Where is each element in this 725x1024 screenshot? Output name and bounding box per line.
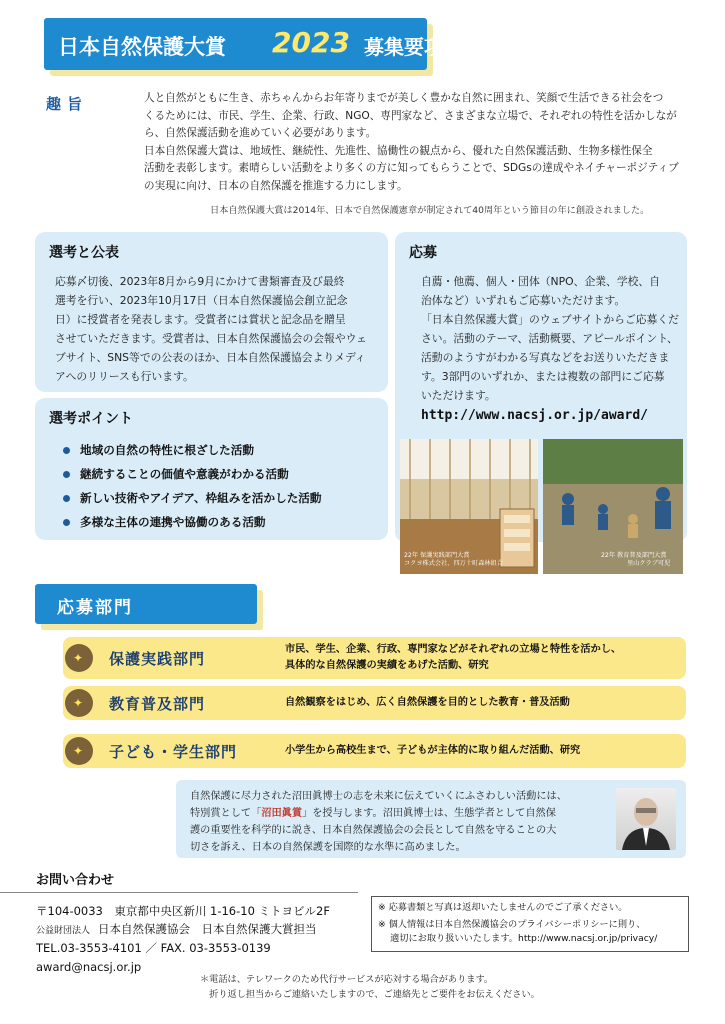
special-award-text: 自然保護に尽力された沼田眞博士の志を未来に伝えていくにふさわしい活動には、 特別賞として「沼田眞賞」を授与します。沼田眞博士は、生態学者として自然保 護の重要性を科学的に説き、日本自然保護協会の会長として自然を守ることの大 切さを訴え、日本の自然保護を国際的な水準に高めました。	[190, 791, 567, 853]
apply-line: 自薦・他薦、個人・団体（NPO、企業、学校、自	[421, 275, 661, 288]
purpose-text	[144, 90, 684, 196]
apply-text	[421, 272, 679, 405]
selection-text	[55, 272, 367, 386]
apply-panel	[395, 232, 687, 567]
purpose-line: 日本自然保護大賞は、地域性、継続性、先進性、協働性の観点から、優れた自然保護活動、生物多様性保全	[144, 144, 653, 157]
photo1-caption-org: コクヨ株式会社、四万十町森林組合	[404, 560, 503, 567]
photo2-caption-title: 22年 教育普及部門大賞	[601, 552, 667, 559]
category-row-conservation	[63, 637, 686, 679]
list-item: 継続することの価値や意義がわかる活動	[63, 462, 322, 486]
points-heading: 選考ポイント	[49, 411, 133, 427]
header-title-suffix: 募集要項	[364, 35, 444, 59]
selection-panel	[35, 232, 388, 392]
category-row-children	[63, 734, 686, 768]
photo2-caption-org: 里山クラブ可児	[627, 560, 671, 567]
categories-banner	[35, 584, 257, 624]
apply-line: 「日本自然保護大賞」のウェブサイトからご応募くだ	[421, 313, 679, 326]
note-line: 適切にお取り扱いいたします。http://www.nacsj.or.jp/privacy/	[378, 933, 658, 944]
header-banner	[44, 18, 444, 70]
apply-heading: 応募	[409, 245, 437, 261]
apply-line: さい。活動のテーマ、活動概要、アピールポイント、	[421, 332, 678, 345]
categories-heading: 応募部門	[57, 598, 133, 618]
purpose-line: くるためには、市民、学生、企業、行政、NGO、専門家など、さまざまな立場で、それぞれの特性を活かしなが	[144, 109, 677, 122]
category-name: 教育普及部門	[109, 695, 206, 713]
selection-line: させていただきます。受賞者は、日本自然保護協会の会報やウェ	[55, 332, 367, 345]
contact-email[interactable]: award@nacsj.or.jp	[36, 960, 142, 974]
bullet-icon	[63, 495, 70, 502]
category-desc: 自然観察をはじめ、広く自然保護を目的とした教育・普及活動	[285, 697, 570, 708]
award-name: 沼田眞賞	[261, 808, 303, 819]
apply-line: 治体など）いずれもご応募いただけます。	[421, 294, 626, 307]
points-panel	[35, 398, 388, 540]
purpose-line: ら、自然保護活動を進めていく必要があります。	[144, 127, 377, 140]
award-photo-field	[543, 439, 683, 574]
award-url-link[interactable]: http://www.nacsj.or.jp/award/	[421, 408, 648, 423]
category-desc: 市民、学生、企業、行政、専門家などがそれぞれの立場と特性を活かし、 具体的な自然保護の実績をあげた活動、研究	[285, 644, 622, 671]
header-title-prefix: 日本自然保護大賞	[58, 35, 226, 59]
list-item: 新しい技術やアイデア、枠組みを活かした活動	[63, 486, 322, 510]
divider	[0, 892, 358, 893]
header-year: 2023	[272, 26, 350, 59]
category-row-education	[63, 686, 686, 720]
purpose-note: 日本自然保護大賞は2014年、日本で自然保護憲章が制定されて40周年という節目の年に創設されました。	[210, 205, 650, 216]
list-item: 多様な主体の連携や協働のある活動	[63, 510, 322, 534]
selection-heading: 選考と公表	[49, 245, 119, 261]
list-item: 地域の自然の特性に根ざした活動	[63, 438, 322, 462]
award-photo-product	[400, 439, 538, 574]
points-list	[63, 438, 322, 534]
phone-note: ＊電話は、テレワークのため代行サービスが応対する場合があります。 折り返し担当からご連絡いたしますので、ご連絡先とご要件をお伝えください。	[200, 974, 540, 1000]
contact-address: 〒104-0033 東京都中央区新川 1-16-10 ミトヨビル2F	[36, 904, 330, 918]
selection-line: 日）に授賞者を発表します。受賞者には賞状と記念品を贈呈	[55, 313, 346, 326]
contact-org: 日本自然保護協会 日本自然保護大賞担当	[98, 922, 317, 936]
selection-line: ブサイト、SNS等での公表のほか、日本自然保護協会よりメディ	[55, 351, 366, 364]
photo1-caption-title: 22年 保護実践部門大賞	[404, 552, 470, 559]
portrait-photo	[616, 788, 676, 850]
selection-line: アへのリリースも行います。	[55, 370, 194, 383]
butterfly-icon: ✦	[65, 644, 93, 672]
category-name: 子ども・学生部門	[109, 743, 238, 761]
selection-line: 選考を行い、2023年10月17日（日本自然保護協会創立記念	[55, 294, 348, 307]
bullet-icon	[63, 471, 70, 478]
contact-heading: お問い合わせ	[36, 873, 115, 888]
contact-tel-fax: TEL.03-3553-4101 ／ FAX. 03-3553-0139	[36, 941, 271, 955]
contact-org-type: 公益財団法人	[36, 926, 91, 936]
apply-line: す。3部門のいずれか、または複数の部門にご応募	[421, 370, 665, 383]
purpose-line: の実現に向け、日本の自然保護を推進する力にします。	[144, 179, 408, 192]
apply-line: 活動のようすがわかる写真などをお送りいただきま	[421, 351, 670, 364]
purpose-line: 人と自然がともに生き、赤ちゃんからお年寄りまでが美しく豊かな自然に囲まれ、笑顔で生活できる社会をつ	[144, 92, 664, 104]
apply-line: いただけます。	[421, 389, 496, 402]
purpose-line: 活動を表彰します。素晴らしい活動をより多くの方に知ってもらうことで、SDGsの達成やネイチャーポジティブ	[144, 162, 679, 175]
bullet-icon	[63, 447, 70, 454]
bullet-icon	[63, 519, 70, 526]
notes-box	[371, 896, 689, 952]
category-desc: 小学生から高校生まで、子どもが主体的に取り組んだ活動、研究	[285, 745, 581, 756]
purpose-heading: 趣旨	[46, 95, 89, 113]
note-line: ※ 個人情報は日本自然保護協会のプライバシーポリシーに則り、	[378, 919, 646, 930]
category-name: 保護実践部門	[109, 650, 206, 668]
note-line: ※ 応募書類と写真は返却いたしませんのでご了承ください。	[378, 902, 628, 913]
butterfly-icon: ✦	[65, 737, 93, 765]
selection-line: 応募〆切後、2023年8月から9月にかけて書類審査及び最終	[55, 275, 345, 288]
special-award-box	[176, 780, 686, 858]
butterfly-icon: ✦	[65, 689, 93, 717]
